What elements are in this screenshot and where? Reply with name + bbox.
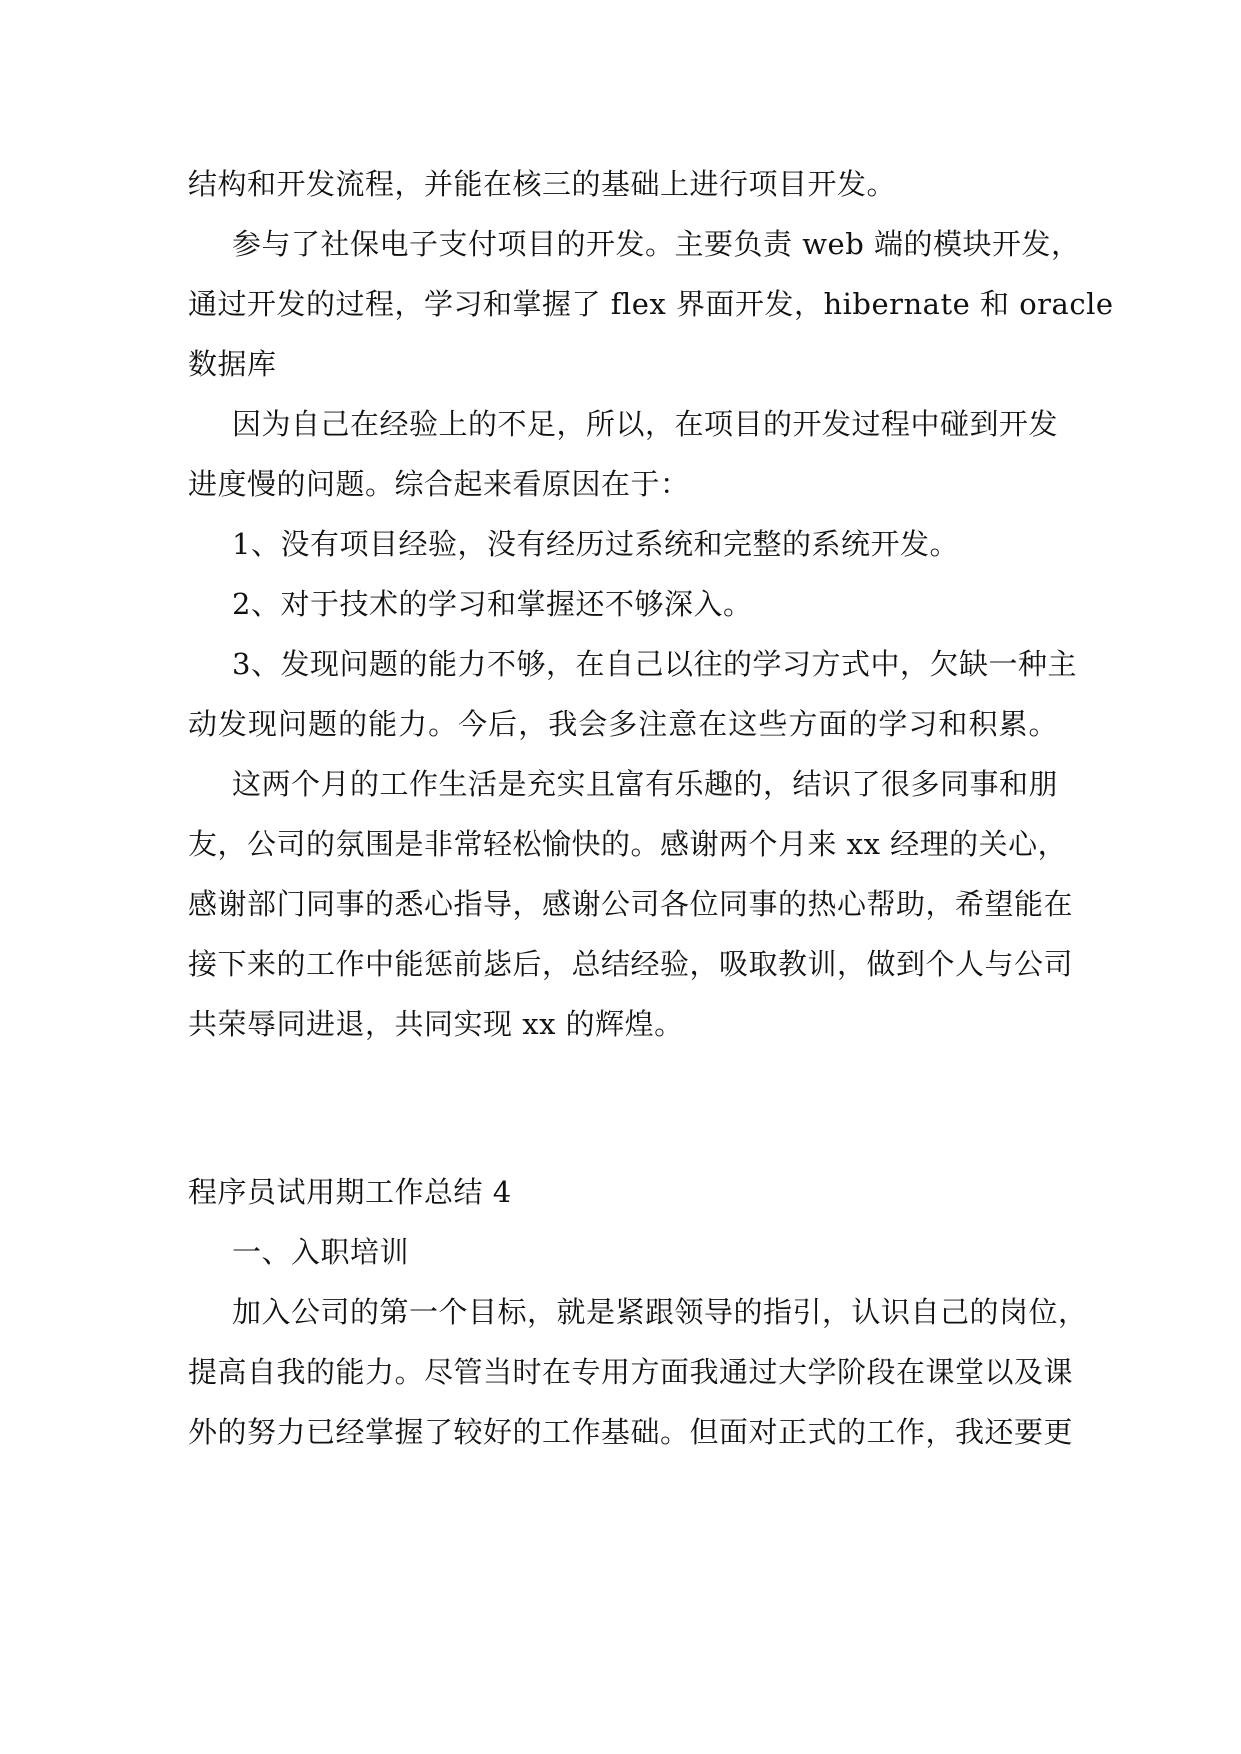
paragraph-line: 进度慢的问题。综合起来看原因在于： — [188, 467, 690, 501]
paragraph-line: 参与了社保电子支付项目的开发。主要负责 web 端的模块开发， — [232, 227, 1081, 261]
paragraph-line: 因为自己在经验上的不足，所以，在项目的开发过程中碰到开发 — [232, 407, 1059, 441]
paragraph-line: 友，公司的氛围是非常轻松愉快的。感谢两个月来 xx 经理的关心， — [188, 827, 1068, 861]
paragraph-line: 外的努力已经掌握了较好的工作基础。但面对正式的工作，我还要更 — [188, 1415, 1074, 1449]
paragraph-line: 这两个月的工作生活是充实且富有乐趣的，结识了很多同事和朋 — [232, 767, 1059, 801]
paragraph-line: 提高自我的能力。尽管当时在专用方面我通过大学阶段在课堂以及课 — [188, 1355, 1074, 1389]
paragraph-line: 动发现问题的能力。今后，我会多注意在这些方面的学习和积累。 — [188, 707, 1058, 741]
paragraph-line: 结构和开发流程，并能在核三的基础上进行项目开发。 — [188, 167, 897, 201]
paragraph-line: 共荣辱同进退，共同实现 xx 的辉煌。 — [188, 1007, 684, 1041]
subsection-heading: 一、入职培训 — [232, 1235, 410, 1269]
list-item: 1、没有项目经验，没有经历过系统和完整的系统开发。 — [232, 527, 959, 561]
paragraph-line: 感谢部门同事的悉心指导，感谢公司各位同事的热心帮助，希望能在 — [188, 887, 1074, 921]
paragraph-line: 通过开发的过程，学习和掌握了 flex 界面开发，hibernate 和 oracle — [188, 287, 1114, 321]
section-title: 程序员试用期工作总结 4 — [188, 1175, 512, 1209]
list-item: 2、对于技术的学习和掌握还不够深入。 — [232, 587, 753, 621]
paragraph-line: 加入公司的第一个目标，就是紧跟领导的指引，认识自己的岗位， — [232, 1295, 1088, 1329]
paragraph-line: 数据库 — [188, 347, 277, 381]
paragraph-line: 接下来的工作中能惩前毖后，总结经验，吸取教训，做到个人与公司 — [188, 947, 1074, 981]
list-item: 3、发现问题的能力不够，在自己以往的学习方式中，欠缺一种主 — [232, 647, 1077, 681]
